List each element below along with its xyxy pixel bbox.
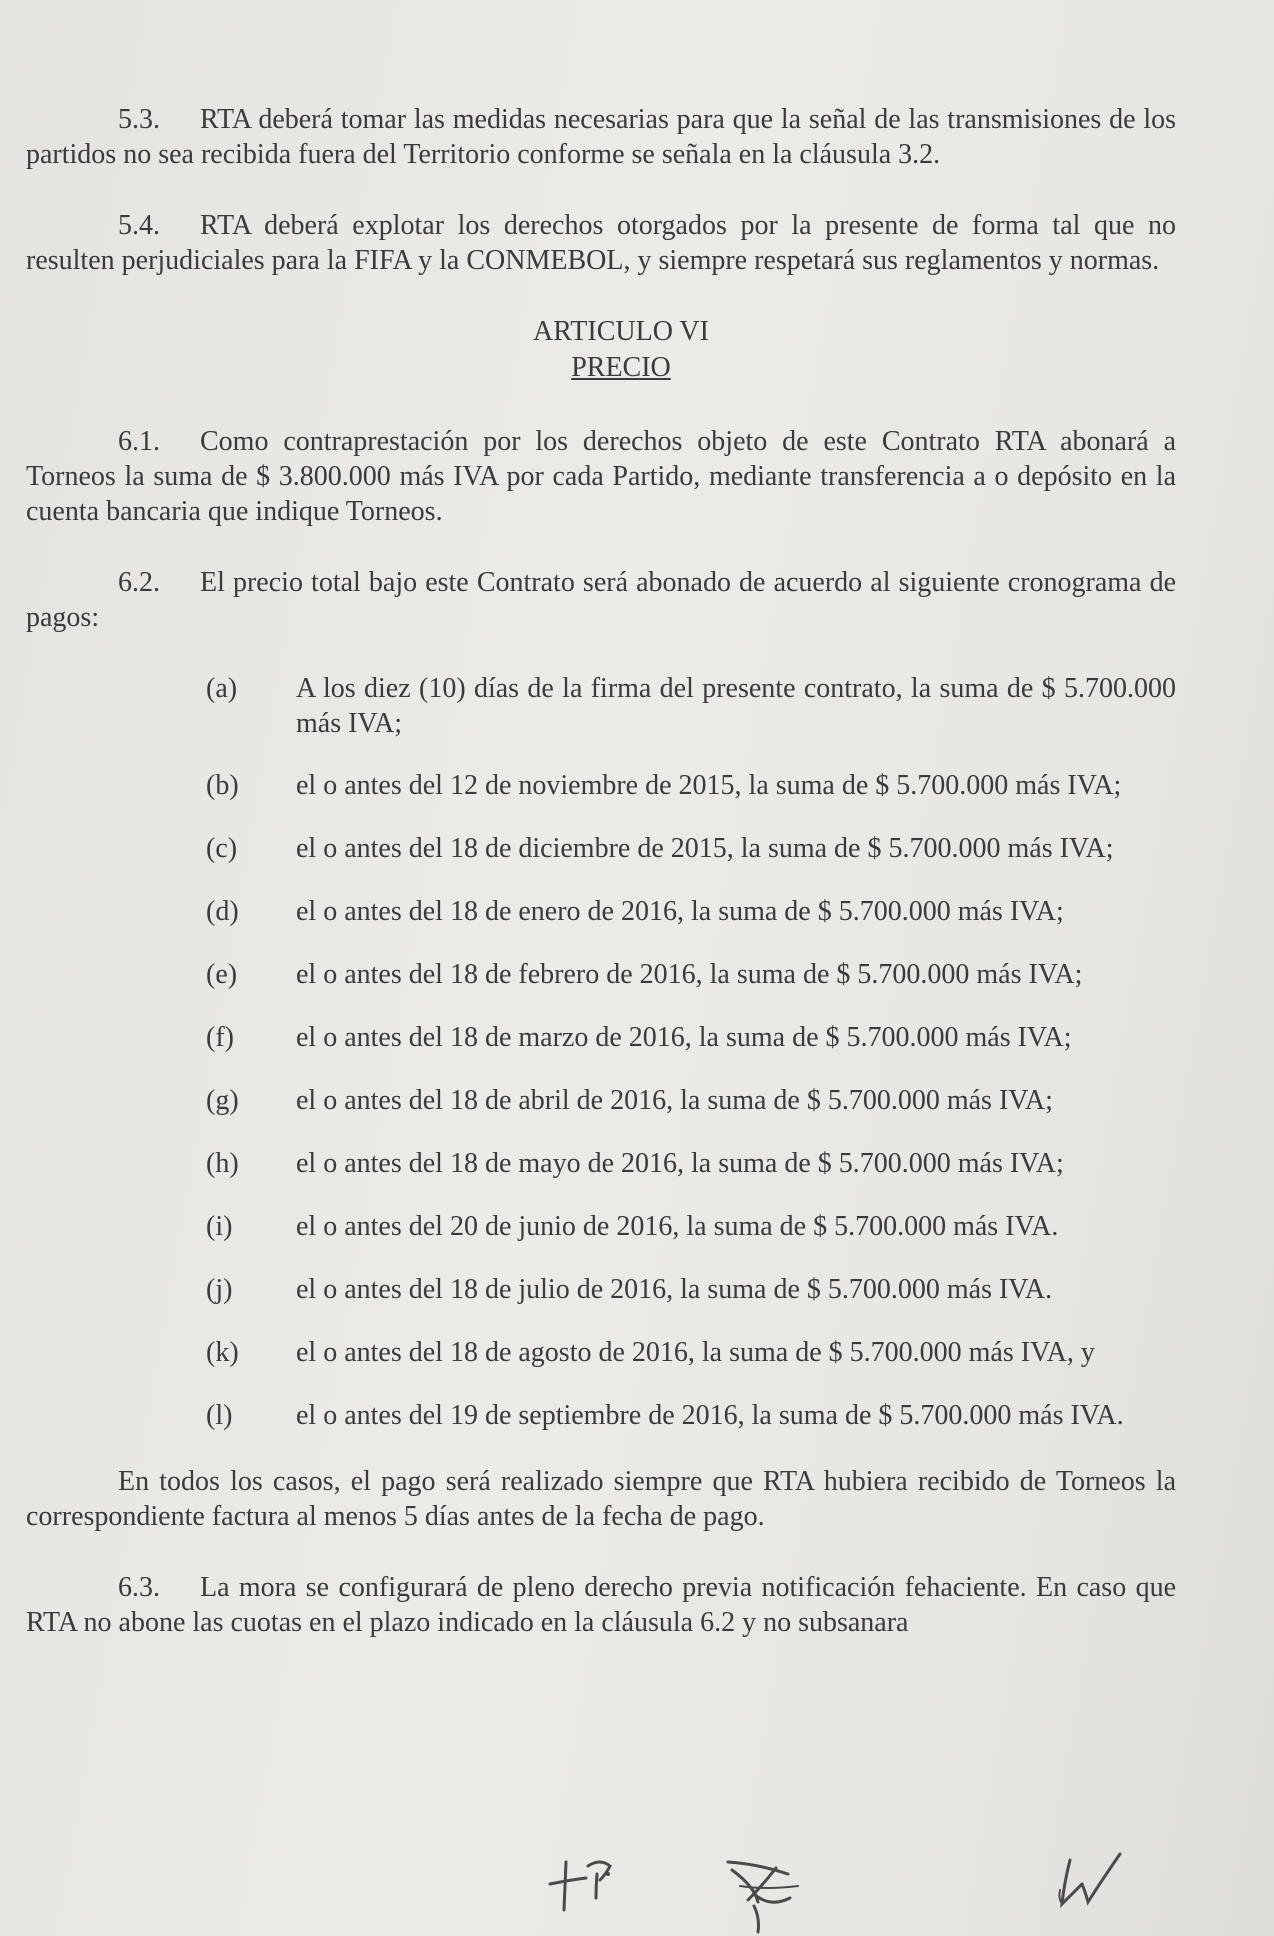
- clause-number: 6.2.: [118, 567, 160, 598]
- clause-5-3: [26, 102, 1176, 172]
- list-marker: (j): [206, 1274, 233, 1305]
- list-marker: (d): [206, 896, 239, 927]
- list-marker: (l): [206, 1400, 233, 1431]
- list-item-text: el o antes del 18 de enero de 2016, la suma de $ 5.700.000 más IVA;: [296, 896, 1064, 927]
- article-subtitle: PRECIO: [571, 352, 671, 383]
- list-item-text: el o antes del 18 de diciembre de 2015, la suma de $ 5.700.000 más IVA;: [296, 833, 1114, 864]
- list-marker: (a): [206, 673, 238, 704]
- list-marker: (i): [206, 1211, 233, 1242]
- signature-initials-right: [1040, 1840, 1150, 1920]
- clause-number: 6.1.: [118, 426, 160, 457]
- list-marker: (c): [206, 833, 238, 864]
- paragraph-text: En todos los casos, el pago será realizado siempre que RTA hubiera recibido de Torneos la correspondiente factura al menos 5 días antes de la fecha de pago.: [26, 1466, 1176, 1532]
- clause-text: La mora se configurará de pleno derecho previa notificación fehaciente. En caso que RTA no abone las cuotas en el plazo indicado en la cláusula 6.2 y no subsanara: [26, 1572, 1176, 1638]
- list-item-text: el o antes del 18 de julio de 2016, la suma de $ 5.700.000 más IVA.: [296, 1274, 1053, 1305]
- list-item-text: el o antes del 18 de agosto de 2016, la suma de $ 5.700.000 más IVA, y: [296, 1337, 1095, 1368]
- clause-text: El precio total bajo este Contrato será abonado de acuerdo al siguiente cronograma de pagos:: [26, 567, 1176, 633]
- clause-5-4: [26, 208, 1176, 278]
- clause-text: Como contraprestación por los derechos objeto de este Contrato RTA abonará a Torneos la suma de $ 3.800.000 más IVA por cada Partido, mediante transferencia a o depósito en la cuenta bancaria que indique Torneos.: [26, 426, 1176, 527]
- list-item: [26, 1272, 1176, 1308]
- list-item: [26, 894, 1176, 930]
- clause-text: RTA deberá explotar los derechos otorgados por la presente de forma tal que no resulten perjudiciales para la FIFA y la CONMEBOL, y siempre respetará sus reglamentos y normas.: [26, 210, 1176, 276]
- list-item: [26, 671, 1176, 741]
- list-marker: (k): [206, 1337, 239, 1368]
- payment-condition: [26, 1464, 1176, 1534]
- list-item-text: el o antes del 18 de febrero de 2016, la suma de $ 5.700.000 más IVA;: [296, 959, 1083, 990]
- clause-6-1: [26, 424, 1176, 529]
- document-body: [26, 102, 1176, 1676]
- list-item: [26, 831, 1176, 867]
- list-item: [26, 1083, 1176, 1119]
- list-item: [26, 1146, 1176, 1182]
- list-marker: (b): [206, 770, 239, 801]
- clause-number: 5.3.: [118, 104, 160, 135]
- clause-number: 6.3.: [118, 1572, 160, 1603]
- clause-number: 5.4.: [118, 210, 160, 241]
- list-item-text: el o antes del 18 de mayo de 2016, la suma de $ 5.700.000 más IVA;: [296, 1148, 1064, 1179]
- signature-initials-left: [540, 1844, 630, 1924]
- list-item: [26, 1020, 1176, 1056]
- list-item-text: el o antes del 12 de noviembre de 2015, la suma de $ 5.700.000 más IVA;: [296, 770, 1122, 801]
- signature-initials-center: [718, 1846, 818, 1936]
- list-item-text: el o antes del 19 de septiembre de 2016, la suma de $ 5.700.000 más IVA.: [296, 1400, 1124, 1431]
- signature-row: [0, 1840, 1274, 1936]
- list-item: [26, 768, 1176, 804]
- list-marker: (e): [206, 959, 238, 990]
- clause-6-2: [26, 565, 1176, 635]
- list-marker: (g): [206, 1085, 239, 1116]
- list-item-text: A los diez (10) días de la firma del presente contrato, la suma de $ 5.700.000 más IVA;: [296, 673, 1176, 739]
- article-title: ARTICULO VI: [533, 316, 709, 347]
- list-marker: (h): [206, 1148, 239, 1179]
- list-item: [26, 957, 1176, 993]
- clause-6-3: [26, 1570, 1176, 1640]
- list-item-text: el o antes del 18 de abril de 2016, la suma de $ 5.700.000 más IVA;: [296, 1085, 1053, 1116]
- list-item: [26, 1335, 1176, 1371]
- list-item-text: el o antes del 20 de junio de 2016, la suma de $ 5.700.000 más IVA.: [296, 1211, 1059, 1242]
- list-item-text: el o antes del 18 de marzo de 2016, la suma de $ 5.700.000 más IVA;: [296, 1022, 1072, 1053]
- clause-text: RTA deberá tomar las medidas necesarias para que la señal de las transmisiones de los partidos no sea recibida fuera del Territorio conforme se señala en la cláusula 3.2.: [26, 104, 1176, 170]
- list-item: [26, 1398, 1176, 1434]
- list-item: [26, 1209, 1176, 1245]
- list-marker: (f): [206, 1022, 234, 1053]
- article-heading: [66, 314, 1176, 386]
- payment-schedule-list: [26, 671, 1176, 1434]
